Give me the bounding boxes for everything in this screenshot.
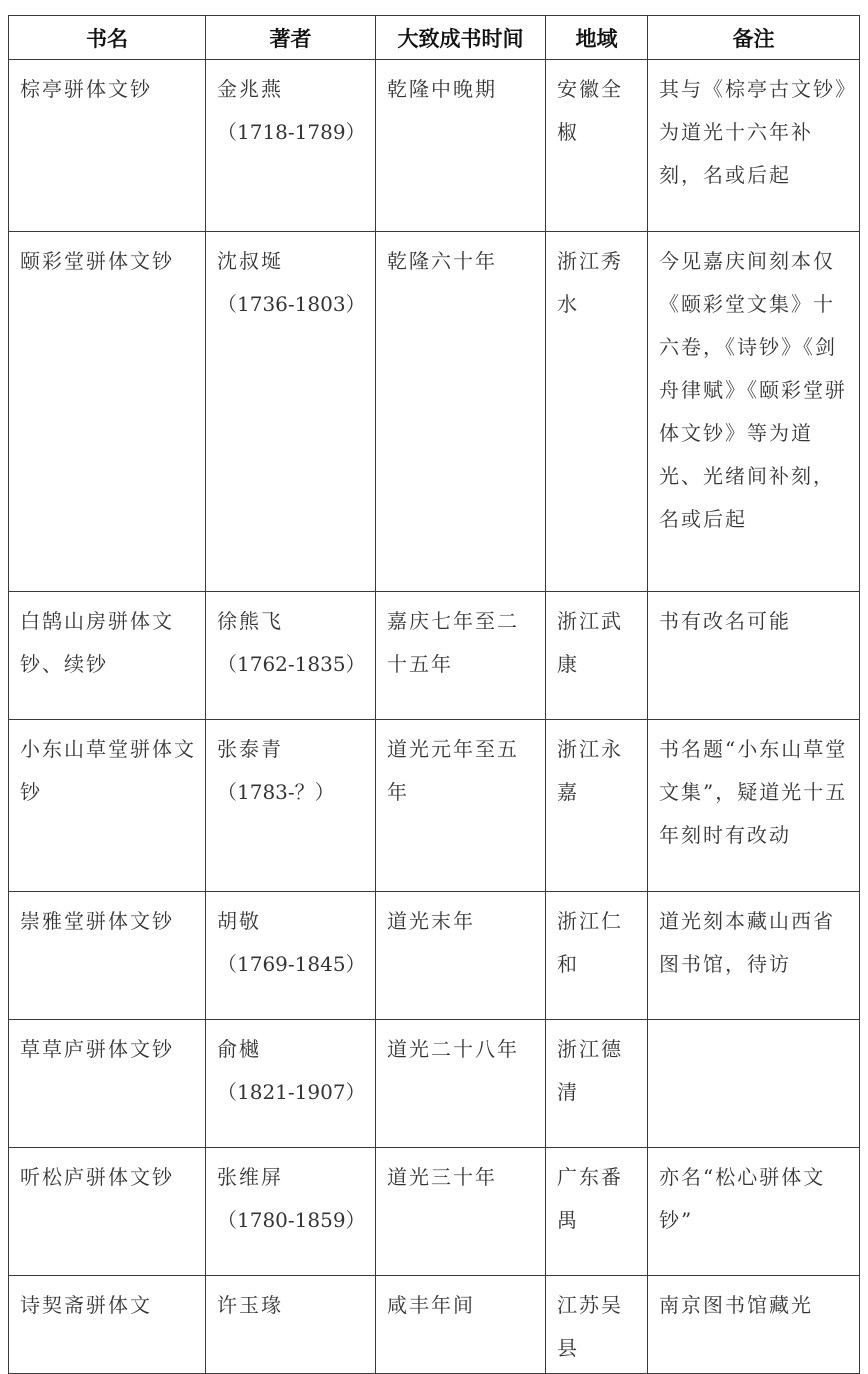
note-cell [648,720,860,892]
region: 广东番禺 [557,1165,623,1232]
time-cell [376,60,546,232]
author-name: 金兆燕 [217,77,283,101]
header-time: 大致成书时间 [376,16,546,60]
author-cell [206,892,376,1020]
header-note: 备注 [648,16,860,60]
author-dates: （1780-1859） [217,1208,366,1232]
book-title: 崇雅堂骈体文钞 [20,909,174,933]
note [648,1020,859,1031]
region: 浙江秀水 [557,249,623,316]
time-cell [376,592,546,720]
table-row [9,1276,860,1374]
compile-time: 道光三十年 [387,1165,497,1189]
book-title: 白鹄山房骈体文钞、续钞 [20,609,174,676]
document-page [8,15,859,1360]
author-dates: （1718-1789） [217,120,366,144]
note-cell [648,1148,860,1276]
region: 浙江仁和 [557,909,623,976]
note: 书有改名可能 [659,609,791,633]
note-cell [648,1020,860,1148]
header-author: 著者 [206,16,376,60]
author-cell [206,60,376,232]
author-cell [206,592,376,720]
compile-time: 嘉庆七年至二十五年 [387,609,519,676]
region: 江苏吴县 [557,1293,623,1360]
compile-time: 乾隆六十年 [387,249,497,273]
author-name: 俞樾 [217,1037,261,1061]
author-dates: （1762-1835） [217,652,366,676]
table-row [9,592,860,720]
region: 浙江德清 [557,1037,623,1104]
time-cell [376,1276,546,1374]
author-info [206,60,375,157]
note-cell [648,892,860,1020]
author-info [206,720,375,817]
author-info [206,1020,375,1117]
region-cell [546,232,648,592]
region-cell [546,60,648,232]
book-table [8,15,860,1374]
region-cell [546,1276,648,1374]
region: 浙江永嘉 [557,737,623,804]
region-cell [546,720,648,892]
author-info [206,232,375,329]
region-cell [546,1020,648,1148]
book-title: 棕亭骈体文钞 [20,77,152,101]
header-row [9,16,860,60]
compile-time: 道光元年至五年 [387,737,519,804]
note: 今见嘉庆间刻本仅《颐彩堂文集》十六卷，《诗钞》《剑舟律赋》《颐彩堂骈体文钞》等为道光、光绪间补刻，名或后起 [659,249,847,531]
time-cell [376,1020,546,1148]
region: 浙江武康 [557,609,623,676]
book-title: 小东山草堂骈体文钞 [20,737,196,804]
book-title: 草草庐骈体文钞 [20,1037,174,1061]
region-cell [546,892,648,1020]
author-cell [206,232,376,592]
table-row [9,1020,860,1148]
time-cell [376,232,546,592]
time-cell [376,892,546,1020]
table-row [9,1148,860,1276]
compile-time: 咸丰年间 [387,1293,475,1317]
time-cell [376,1148,546,1276]
author-info [206,592,375,689]
author-cell [206,1148,376,1276]
note: 南京图书馆藏光 [659,1293,813,1317]
title-cell [9,1276,206,1374]
title-cell [9,1148,206,1276]
author-dates: （1783-？） [217,780,335,804]
note: 其与《棕亭古文钞》为道光十六年补刻，名或后起 [659,77,847,187]
author-info [206,1276,375,1330]
author-cell [206,720,376,892]
note-cell [648,232,860,592]
header-title: 书名 [9,16,206,60]
author-cell [206,1276,376,1374]
note: 书名题“小东山草堂文集”，疑道光十五年刻时有改动 [659,737,848,847]
title-cell [9,60,206,232]
title-cell [9,892,206,1020]
region-cell [546,1148,648,1276]
book-title: 听松庐骈体文钞 [20,1165,174,1189]
author-info [206,892,375,989]
table-row [9,892,860,1020]
note: 道光刻本藏山西省图书馆，待访 [659,909,835,976]
table-row [9,720,860,892]
title-cell [9,592,206,720]
author-name: 许玉瑑 [217,1293,283,1317]
note-cell [648,592,860,720]
author-dates: （1769-1845） [217,952,366,976]
title-cell [9,232,206,592]
compile-time: 乾隆中晚期 [387,77,497,101]
author-name: 徐熊飞 [217,609,283,633]
title-cell [9,720,206,892]
table-row [9,232,860,592]
author-cell [206,1020,376,1148]
region: 安徽全椒 [557,77,623,144]
book-title: 诗契斋骈体文 [20,1293,152,1317]
note-cell [648,60,860,232]
region-cell [546,592,648,720]
author-name: 张维屏 [217,1165,283,1189]
header-region: 地域 [546,16,648,60]
compile-time: 道光末年 [387,909,475,933]
author-name: 胡敬 [217,909,261,933]
note: 亦名“松心骈体文钞” [659,1165,826,1232]
author-name: 沈叔埏 [217,249,283,273]
author-name: 张泰青 [217,737,283,761]
table-row [9,60,860,232]
author-dates: （1736-1803） [217,292,366,316]
author-info [206,1148,375,1245]
compile-time: 道光二十八年 [387,1037,519,1061]
note-cell [648,1276,860,1374]
title-cell [9,1020,206,1148]
author-dates: （1821-1907） [217,1080,366,1104]
book-title: 颐彩堂骈体文钞 [20,249,174,273]
time-cell [376,720,546,892]
